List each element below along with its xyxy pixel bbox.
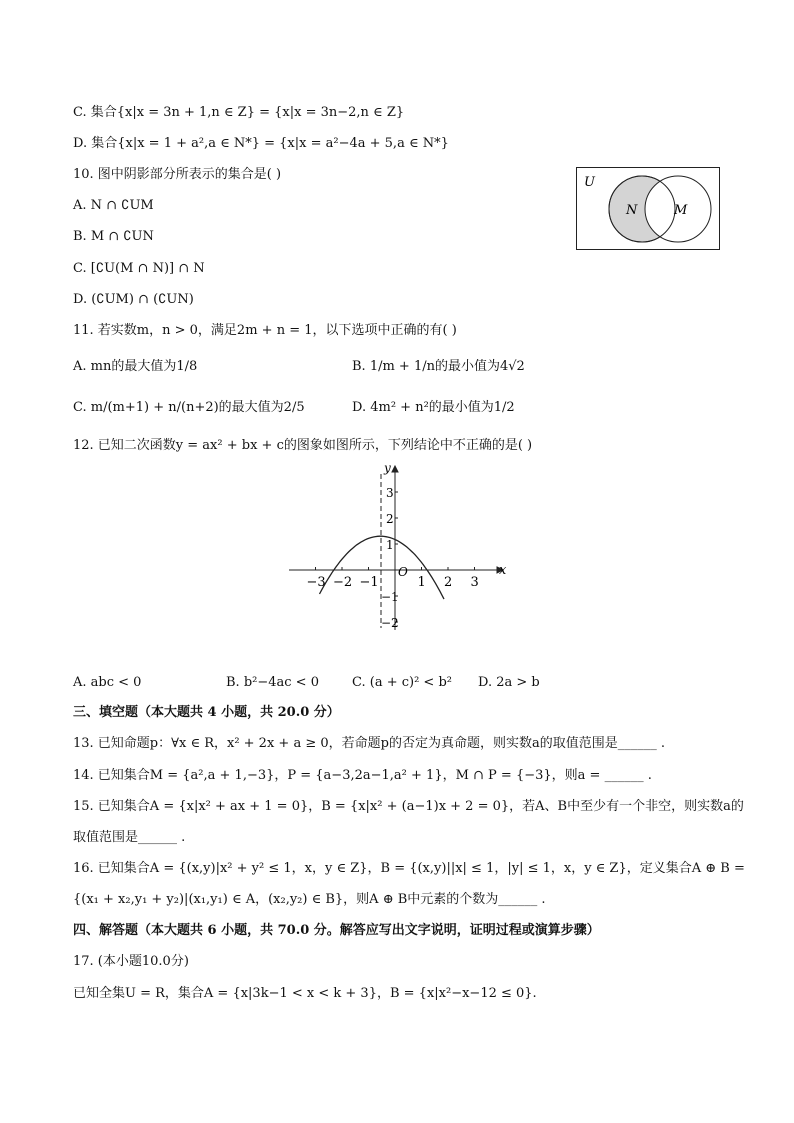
x-tick-label: −2 xyxy=(333,575,353,590)
section-4-heading: 四、解答题（本大题共 6 小题，共 70.0 分。解答应写出文字说明，证明过程或演算步骤） xyxy=(73,923,600,938)
venn-label-u: U xyxy=(584,175,595,190)
x-tick-label: −3 xyxy=(306,575,326,590)
y-tick-label: −1 xyxy=(381,590,399,604)
y-tick-label: −2 xyxy=(381,616,399,630)
q12-option-a: A. abc < 0 xyxy=(73,675,142,690)
q16-line-1: 16. 已知集合A = {(x,y)|x² + y² ≤ 1，x，y ∈ Z}，B = {(x,y)||x| ≤ 1，|y| ≤ 1，x，y ∈ Z}，定义集合A ⊕ B = xyxy=(73,861,745,876)
q12-option-c: C. (a + c)² < b² xyxy=(352,675,452,690)
q13: 13. 已知命题p：∀x ∈ R，x² + 2x + a ≥ 0，若命题p的否定为真命题，则实数a的取值范围是______ . xyxy=(73,736,665,751)
y-tick-label: 1 xyxy=(386,538,394,552)
x-axis-label: x xyxy=(499,563,507,578)
parabola-graph xyxy=(285,458,510,638)
q12-stem: 12. 已知二次函数y = ax² + bx + c的图象如图所示，下列结论中不正确的是( ) xyxy=(73,438,533,453)
q11-option-a: A. mn的最大值为1/8 xyxy=(73,359,198,374)
y-tick-label: 3 xyxy=(386,486,394,500)
q17-header: 17. (本小题10.0分) xyxy=(73,954,189,969)
q10-option-a: A. N ∩ ∁UM xyxy=(73,198,154,213)
q15-line-1: 15. 已知集合A = {x|x² + ax + 1 = 0}，B = {x|x² + (a−1)x + 2 = 0}，若A、B中至少有一个非空，则实数a的 xyxy=(73,799,744,814)
x-tick-label: 2 xyxy=(444,575,453,590)
origin-label: O xyxy=(398,565,408,579)
x-tick-label: 3 xyxy=(470,575,479,590)
venn-label-n: N xyxy=(626,203,638,218)
y-axis-label: y xyxy=(384,461,391,475)
y-tick-label: 2 xyxy=(386,512,394,526)
q11-option-b: B. 1/m + 1/n的最小值为4√2 xyxy=(352,359,525,374)
q17-body: 已知全集U = R，集合A = {x|3k−1 < x < k + 3}，B = {x|x²−x−12 ≤ 0}. xyxy=(73,986,537,1001)
y-axis-arrow xyxy=(392,466,398,472)
section-3-heading: 三、填空题（本大题共 4 小题，共 20.0 分） xyxy=(73,705,340,720)
q14: 14. 已知集合M = {a²,a + 1,−3}，P = {a−3,2a−1,a² + 1}，M ∩ P = {−3}，则a = ______ . xyxy=(73,768,652,783)
q11-stem: 11. 若实数m，n > 0，满足2m + n = 1，以下选项中正确的有( ) xyxy=(73,323,457,338)
q10-option-c: C. [∁U(M ∩ N)] ∩ N xyxy=(73,261,205,276)
q11-option-d: D. 4m² + n²的最小值为1/2 xyxy=(352,400,515,415)
q12-option-d: D. 2a > b xyxy=(478,675,540,690)
q10-stem: 10. 图中阴影部分所表示的集合是( ) xyxy=(73,167,282,182)
q12-option-b: B. b²−4ac < 0 xyxy=(226,675,319,690)
q10-option-b: B. M ∩ ∁UN xyxy=(73,229,154,244)
venn-label-m: M xyxy=(674,203,688,218)
q11-option-c: C. m/(m+1) + n/(n+2)的最大值为2/5 xyxy=(73,400,305,415)
q16-line-2: {(x₁ + x₂,y₁ + y₂)|(x₁,y₁) ∈ A，(x₂,y₂) ∈ B}，则A ⊕ B中元素的个数为______ . xyxy=(73,892,546,907)
venn-diagram xyxy=(576,167,720,250)
q9-option-d: D. 集合{x|x = 1 + a²,a ∈ N*} = {x|x = a²−4a + 5,a ∈ N*} xyxy=(73,136,449,151)
x-tick-label: 1 xyxy=(417,575,426,590)
q15-line-2: 取值范围是______ . xyxy=(73,830,186,845)
axes xyxy=(289,466,503,630)
q10-option-d: D. (∁UM) ∩ (∁UN) xyxy=(73,292,194,307)
x-tick-label: −1 xyxy=(359,575,379,590)
q9-option-c: C. 集合{x|x = 3n + 1,n ∈ Z} = {x|x = 3n−2,n ∈ Z} xyxy=(73,105,405,120)
